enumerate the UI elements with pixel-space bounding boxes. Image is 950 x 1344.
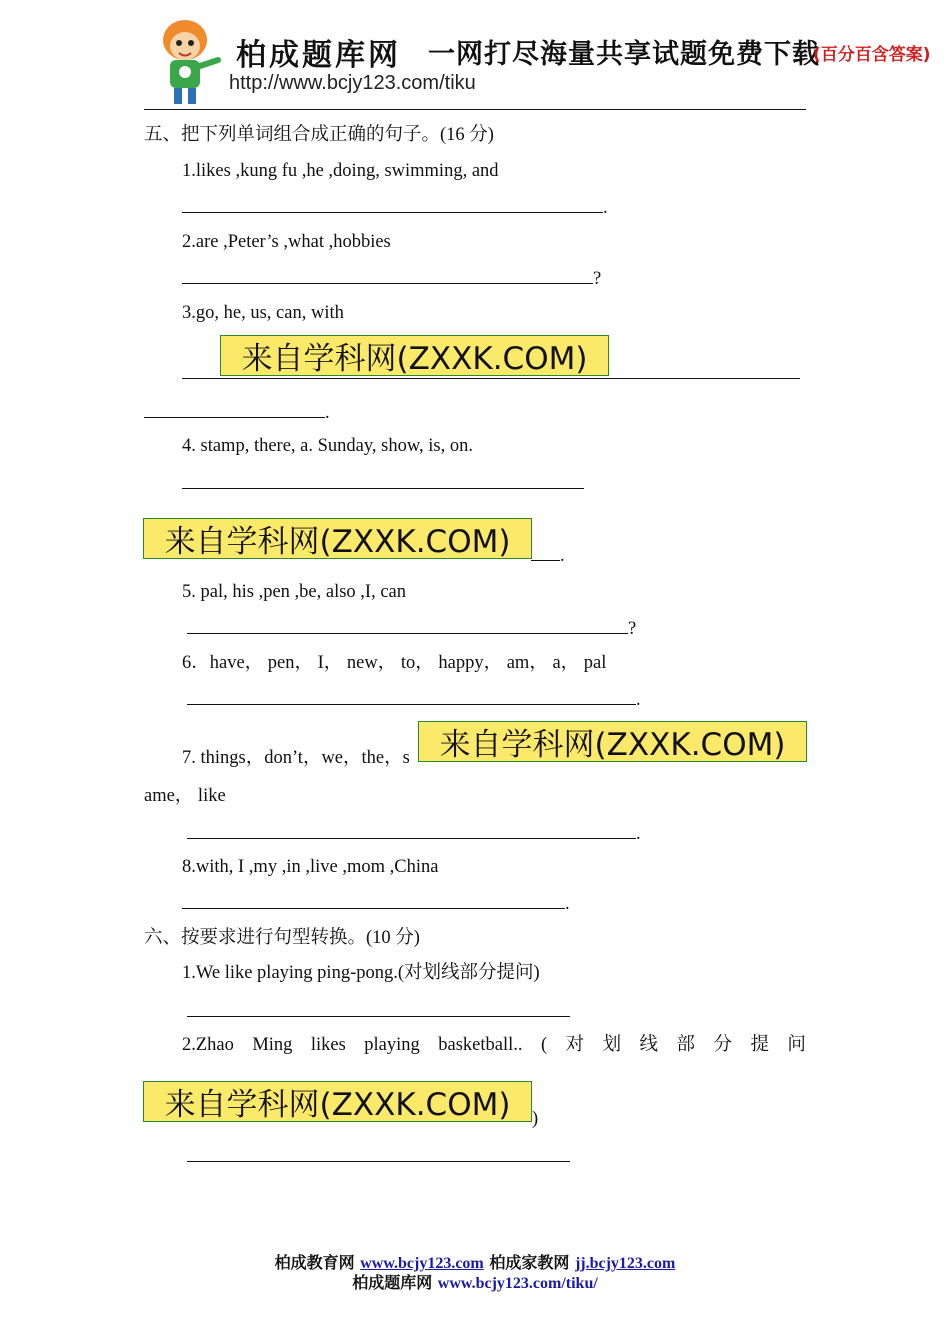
q6-2-answer-line [187,1161,570,1162]
q5-6-words: 6．have， pen， I， new， to， happy， am， a， pal [182,653,607,673]
footer-label-tiku: 柏成题库网 [352,1273,433,1292]
q5-2-answer-line: ? [182,267,601,290]
header-divider [144,109,806,110]
footer-link-jj[interactable]: jj.bcjy123.com [574,1255,676,1272]
q6-1-text: 1.We like playing ping-pong.(对划线部分提问) [182,963,540,983]
q5-7-words-cont: ame， like [144,786,226,806]
site-name: 柏成题库网 [236,38,401,73]
footer-link-bcjy[interactable]: www.bcjy123.com [360,1255,484,1272]
site-slogan: 一网打尽海量共享试题免费下载 [428,39,820,70]
q5-1-answer-line: . [182,196,608,219]
q5-8-answer-line: . [182,892,570,915]
answer-note: (百分百含答案) [813,45,931,65]
q5-4-answer-line [182,488,584,489]
q5-3-answer-line [182,378,800,379]
footer-label-tutor: 柏成家教网 [489,1253,570,1272]
q6-2-close-paren: ) [532,1109,539,1129]
q5-5-words: 5. pal, his ,pen ,be, also ,I, can [182,582,406,602]
q5-1-words: 1.likes ,kung fu ,he ,doing, swimming, and [182,161,499,181]
q5-4-answer-line-cont: . [531,544,565,567]
q5-6-answer-line: . [187,688,641,711]
section5-title: 五、把下列单词组合成正确的句子。(16 分) [144,125,494,145]
footer-link-tiku[interactable]: www.bcjy123.com/tiku/ [437,1275,598,1292]
q5-8-words: 8.with, I ,my ,in ,live ,mom ,China [182,857,439,877]
q5-5-answer-line: ? [187,617,636,640]
q5-2-words: 2.are ,Peter’s ,what ,hobbies [182,232,391,252]
watermark-stamp: 来自学科网(ZXXK.COM) [143,1081,532,1122]
q5-7-words: 7. things，don’t，we，the，s [182,748,410,768]
q5-3-words: 3.go, he, us, can, with [182,303,344,323]
q6-1-answer-line [187,1016,570,1017]
q6-2-text: 2.Zhao Ming likes playing basketball.. ( 对 划 线 部 分 提 问 [182,1035,806,1055]
q5-4-words: 4. stamp, there, a. Sunday, show, is, on. [182,436,473,456]
watermark-stamp: 来自学科网(ZXXK.COM) [220,335,609,376]
q5-3-answer-line-cont: . [144,401,330,424]
q5-7-answer-line: . [187,822,641,845]
footer-label-edu: 柏成教育网 [274,1253,355,1272]
mascot-logo [146,10,224,108]
footer-line-2 [0,1270,950,1293]
watermark-stamp: 来自学科网(ZXXK.COM) [143,518,532,559]
watermark-stamp: 来自学科网(ZXXK.COM) [418,721,807,762]
site-url: http://www.bcjy123.com/tiku [229,72,476,94]
section6-title: 六、按要求进行句型转换。(10 分) [144,928,420,948]
